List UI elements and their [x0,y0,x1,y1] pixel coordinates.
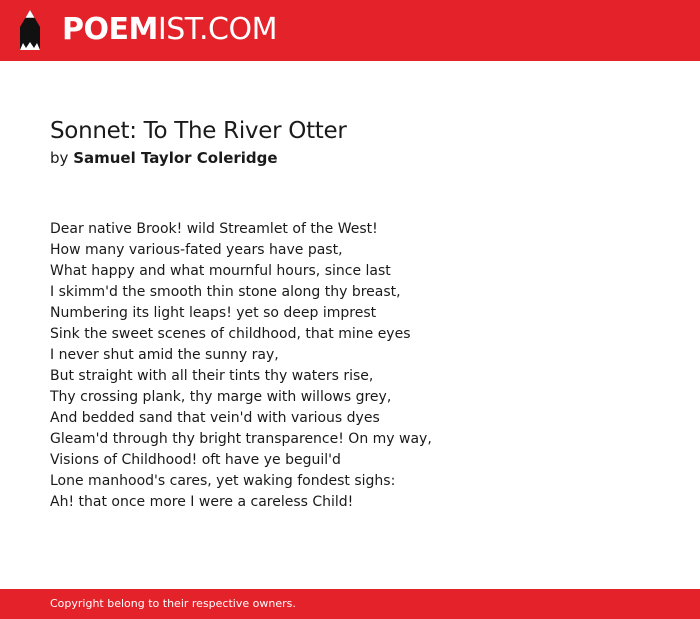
site-logo-link[interactable] [0,0,277,61]
poem-line: What happy and what mournful hours, since last [50,263,391,279]
poem-heading [50,116,650,169]
poem-line: Dear native Brook! wild Streamlet of the West! [50,221,378,237]
poem-line: Numbering its light leaps! yet so deep imprest [50,305,377,321]
poem-line: And bedded sand that vein'd with various dyes [50,410,380,426]
poem-line: Gleam'd through thy bright transparence! On my way, [50,431,432,447]
poem-author[interactable]: Samuel Taylor Coleridge [73,149,278,167]
logo-wordmark-light: IST.COM [157,12,277,47]
poem-title: Sonnet: To The River Otter [50,118,347,144]
poem-line: I never shut amid the sunny ray, [50,347,279,363]
poem-line: Sink the sweet scenes of childhood, that mine eyes [50,326,411,342]
poem-line: Thy crossing plank, thy marge with willows grey, [50,389,392,405]
poem-body [50,219,650,513]
poem-line: Ah! that once more I were a careless Child! [50,494,354,510]
site-footer [0,589,700,619]
poem-line: But straight with all their tints thy waters rise, [50,368,374,384]
copyright-notice: Copyright belong to their respective owners. [50,597,296,610]
poem-line: How many various-fated years have past, [50,242,343,258]
pencil-tip-icon [18,10,42,51]
poem-line: Visions of Childhood! oft have ye beguil'd [50,452,341,468]
poem-byline [50,147,650,169]
logo-wordmark [62,12,277,48]
byline-prefix: by [50,149,69,167]
poem-line: I skimm'd the smooth thin stone along thy breast, [50,284,401,300]
site-header [0,0,700,61]
logo-wordmark-bold: POEM [62,12,158,47]
poem-line: Lone manhood's cares, yet waking fondest sighs: [50,473,396,489]
